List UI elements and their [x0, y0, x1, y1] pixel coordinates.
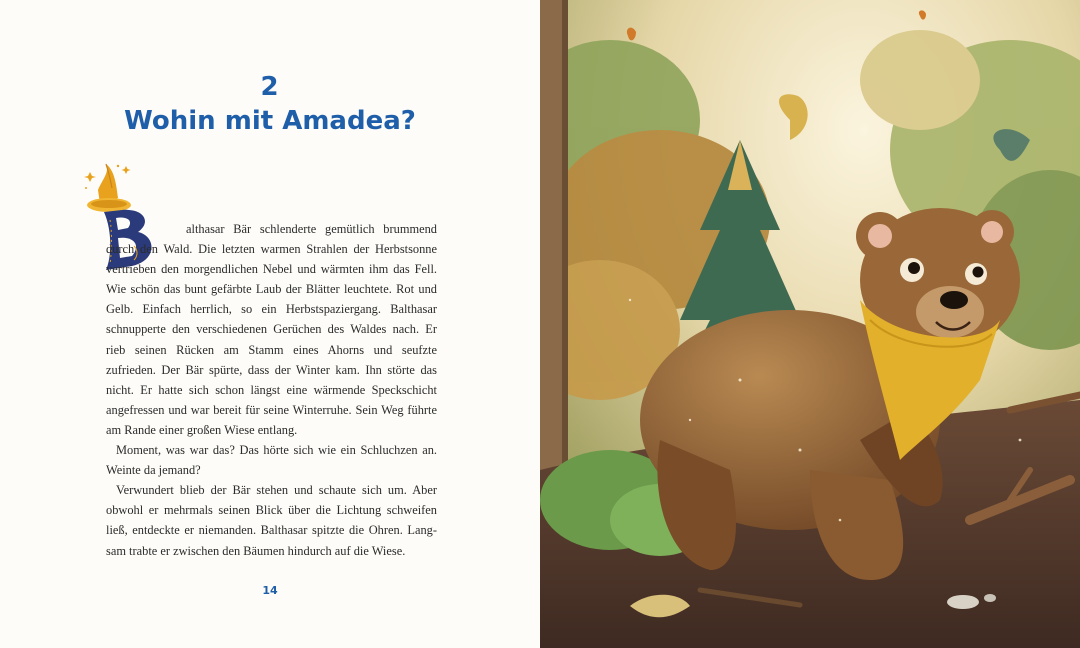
story-paragraph — [106, 219, 437, 440]
story-paragraph-text: althasar Bär schlenderte gemütlich brummend durch den Wald. Die letzten warmen Strahlen der Herbstsonne vertrieben den morgendlichen Nebel und wärmten ihm das Fell. Wie schön das bunt gefärbte Laub der Blätter leuchtete. Rot und Gelb. Einfach herrlich, so ein Herbstspaziergang. Balthasar schnupperte den verschiedenen Gerüchen des Waldes nach. Er rieb seinen Rücken am Stamm eines Ahorns und seufzte zufrieden. Der Bär spürte, dass der Winter kam. Ihn störte das nicht. Er hatte sich schon längst eine wärmende Speckschicht angefressen und war bereit für seine Winterruhe. Sein Weg führte am Rande einer großen Wiese entlang. — [106, 222, 437, 437]
story-paragraph: Verwundert blieb der Bär stehen und schaute sich um. Aber obwohl er mehrmals seinen Blick über die Lichtung schweifen ließ, entdeckte er niemanden. Balthasar spitzte die Ohren. Langsam trabte er zwischen den Bäumen hindurch auf die Wiese. — [106, 483, 437, 558]
illustration-page — [540, 0, 1080, 648]
story-text — [106, 219, 437, 561]
bear-forest-illustration — [540, 0, 1080, 648]
page-number: 14 — [262, 584, 278, 597]
hat-icon — [87, 164, 131, 212]
story-paragraph: Moment, was war das? Das hörte sich wie ein Schluchzen an. Weinte da jemand? — [106, 443, 437, 478]
chapter-number: 2 — [260, 72, 280, 102]
chapter-title: Wohin mit Amadea? — [124, 106, 416, 136]
